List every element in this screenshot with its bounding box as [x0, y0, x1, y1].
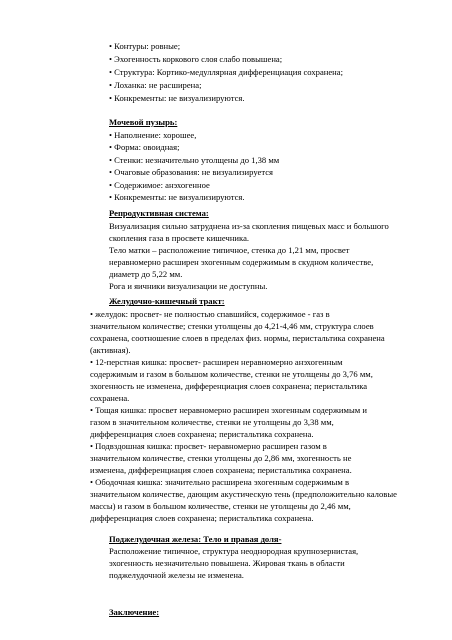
kidney-line: • Конкременты: не визуализируются.	[109, 93, 245, 103]
gi-heading: Желудочно-кишечный тракт:	[109, 296, 225, 306]
bladder-line: • Содержимое: анэхогенное	[109, 180, 210, 190]
bladder-line: • Наполнение: хорошее,	[109, 130, 197, 140]
repro-line: Рога и яичники визуализации не доступны.	[109, 281, 268, 291]
gi-line: • Тощая кишка: просвет неравномерно расширен эхогенным содержимым и	[90, 405, 367, 415]
repro-line: Тело матки – расположение типичное, стенка до 1,21 мм, просвет	[109, 245, 350, 255]
bladder-line: • Конкременты: не визуализируются.	[109, 192, 245, 202]
gi-line: значительном количестве, стенки утолщены до 2,86 мм, эхогенность не	[90, 453, 352, 463]
gi-line: • Ободочная кишка: значительно расширена эхогенным содержимым в	[90, 477, 350, 487]
gi-line: сохранена, соотношение слоев в пределах физ. нормы, перистальтика сохранена	[90, 333, 385, 343]
kidney-line: • Контуры: ровные;	[109, 41, 181, 51]
repro-line: неравномерно расширен эхогенным содержимым в скудном количестве,	[109, 257, 374, 267]
gi-line: значительном количестве; стенки утолщены до 4,21-4,46 мм, структура слоев	[90, 321, 374, 331]
gi-line: эхогенность не изменена, дифференциация слоев сохранена; перистальтика	[90, 381, 368, 391]
gi-line: изменена, дифференциация слоев сохранена; перистальтика сохранена.	[90, 465, 352, 475]
gi-line: массы) и газом в большом количестве, стенки не утолщены до 2,46 мм,	[90, 501, 351, 511]
repro-heading: Репродуктивная система:	[109, 208, 209, 218]
gi-line: (активная).	[90, 345, 131, 355]
repro-line: диаметр до 5,22 мм.	[109, 269, 183, 279]
gi-line: • 12-перстная кишка: просвет- расширен неравномерно анэхогенным	[90, 357, 343, 367]
pancreas-line: Расположение типичное, структура неоднородная крупнозернистая,	[109, 546, 359, 556]
repro-line: Визуализация сильно затруднена из-за скопления пищевых масс и большого	[109, 221, 389, 231]
pancreas-line: эхогенность незначительно повышена. Жировая ткань в области	[109, 558, 345, 568]
bladder-line: • Стенки: незначительно утолщены до 1,38 мм	[109, 155, 280, 165]
gi-line: • желудок: просвет- не полностью спавшийся, содержимое - газ в	[90, 309, 330, 319]
bladder-line: • Очаговые образования: не визуализируется	[109, 167, 273, 177]
gi-line: содержимым и газом в большом количестве, стенки не утолщены до 3,76 мм,	[90, 369, 373, 379]
gi-line: • Подвздошная кишка: просвет- неравномерно расширен газом в	[90, 441, 327, 451]
kidney-line: • Эхогенность коркового слоя слабо повышена;	[109, 54, 283, 64]
gi-line: дифференциация слоев сохранена; перистальтика сохранена.	[90, 429, 314, 439]
gi-line: сохранена.	[90, 393, 130, 403]
pancreas-heading: Поджелудочная железа: Тело и правая доля-	[109, 534, 282, 544]
kidney-line: • Структура: Кортико-медуллярная дифференциация сохранена;	[109, 67, 343, 77]
gi-line: дифференциация слоев сохранена; перистальтика сохранена.	[90, 513, 314, 523]
kidney-line: • Лоханка: не расширена;	[109, 80, 202, 90]
bladder-heading: Мочевой пузырь:	[109, 117, 178, 127]
bladder-line: • Форма: овоидная;	[109, 142, 180, 152]
pancreas-line: поджелудочной железы не изменена.	[109, 570, 244, 580]
gi-line: значительном количестве, дающим акустическую тень (предположительно каловые	[90, 489, 397, 499]
conclusion-heading: Заключение:	[109, 607, 160, 617]
gi-line: газом в значительном количестве, стенки не утолщены до 3,38 мм,	[90, 417, 334, 427]
repro-line: скопления газа в просвете кишечника.	[109, 233, 250, 243]
